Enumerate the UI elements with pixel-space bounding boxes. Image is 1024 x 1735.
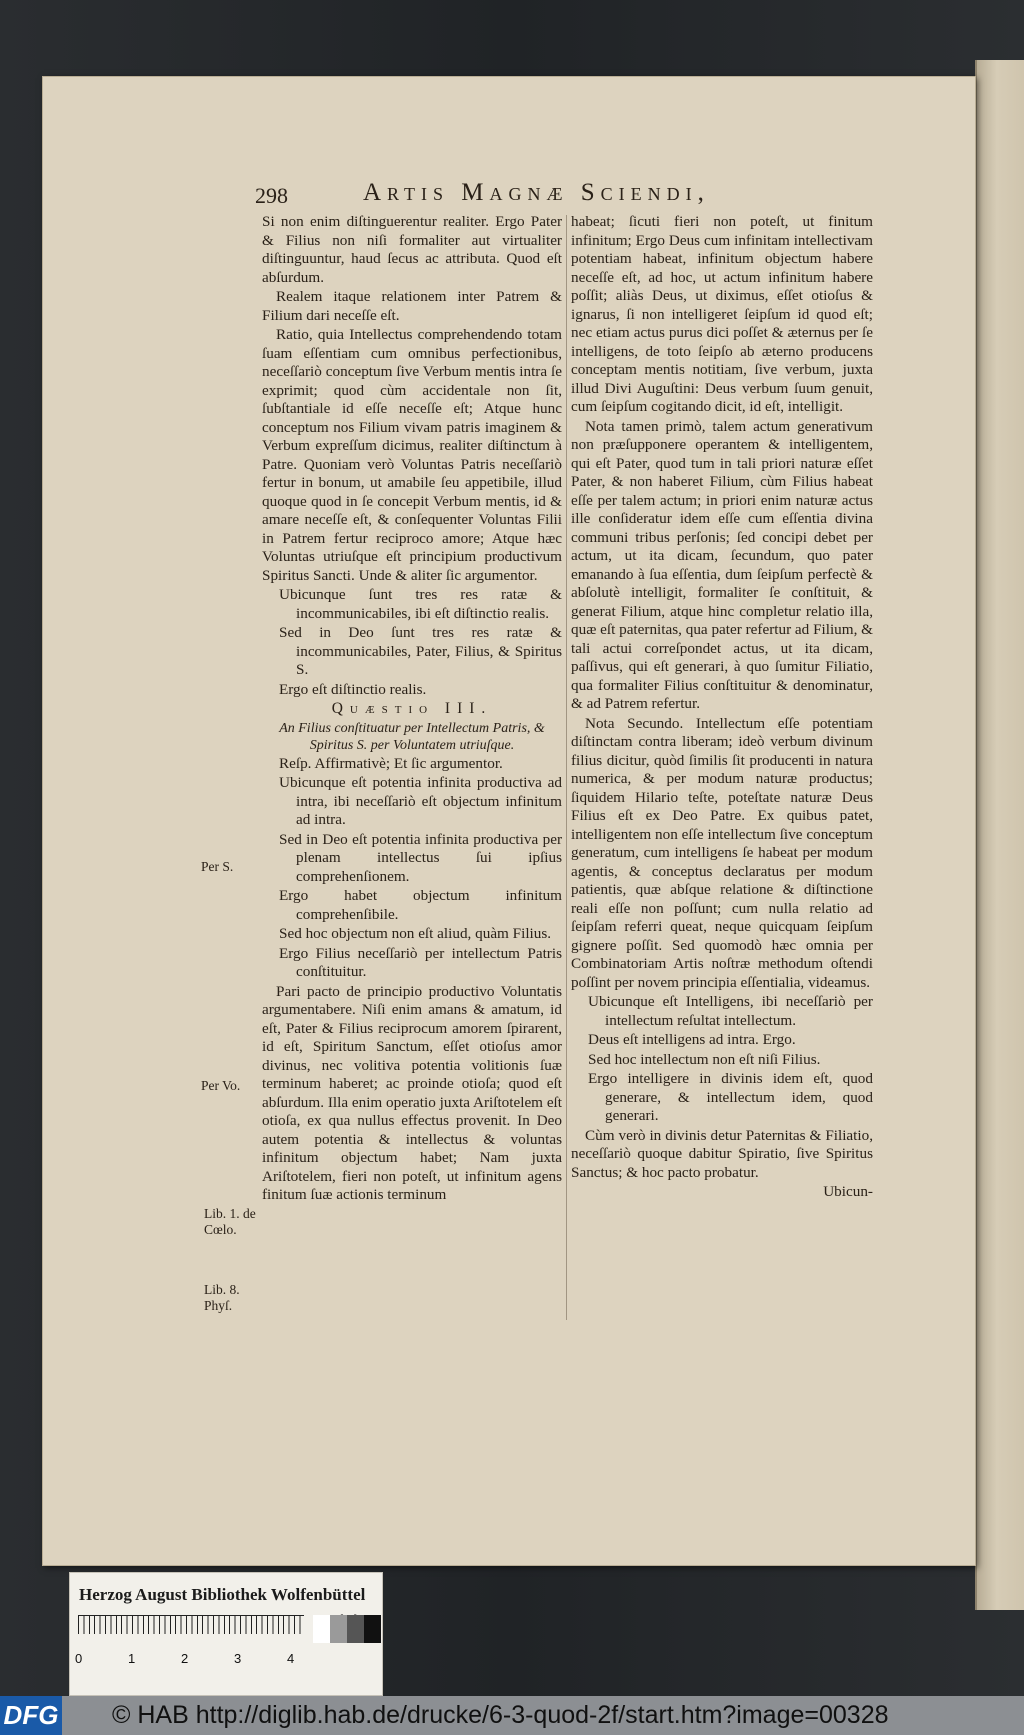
margin-note-lib8: Lib. 8. xyxy=(204,1282,240,1297)
right-column xyxy=(571,213,873,1203)
paragraph: Si non enim diſtinguerentur realiter. Ergo Pater & Filius non niſi formaliter aut virtualiter diſtinguuntur, haud ſecus ac attributa. Quod eſt abſurdum. xyxy=(262,213,562,286)
paragraph: Nota Secundo. Intellectum eſſe potentiam diſtinctam contra liberam; ideò verbum divinum filius dicitur, quòd ſimilis ſit producenti in natura numerica, & per modum naturæ productus; ſiquidem Hilario teſte, poteſtate naturæ Deus Filius eſt ex Deo Patre. Ex quibus patet, intelligentem non eſſe intellectum ſive conceptum generatum, cum intelligens ſe habeat per modum agentis, & conceptus declaratus per modum patientis, quæ abſque relatione & diſtinctione reali eſſe non poſſunt; cum nulla relatio ad ſeipſam referri queat, neque quicquam ſeipſum gignere poſſit. Sed quomodò hæc omnia per Combinatoriam Artis noſtræ methodum oſtendi poſſint per novem principia eſſentialia, videamus. xyxy=(571,714,873,991)
adjacent-page-edge xyxy=(975,60,1024,1610)
question-title: Quæstio III. xyxy=(331,700,493,717)
viewer-footer xyxy=(0,1696,1024,1735)
dfg-logo: DFG xyxy=(0,1696,62,1735)
page-number: 298 xyxy=(255,183,288,208)
response-line: Reſp. Affirmativè; Et ſic argumentor. xyxy=(279,754,503,772)
page-header xyxy=(255,179,875,215)
syllogism-line: Ergo Filius neceſſariò per intellectum Patris conſtituitur. xyxy=(279,944,562,980)
paragraph: Pari pacto de principio productivo Voluntatis argumentabere. Niſi enim amans & amatum, id eſt, Pater & Filius reciprocum amorem ſpirarent, id eſt, Spiritum Sanctum, eſſet otioſus amor divinus, nec volitiva potentia volitionis ſuæ terminum haberet; ac proinde otioſa; quod eſt abſurdum. Illa enim operatio juxta Ariſtotelem eſt otioſa, ex qua nullus effectus provenit. In Deo autem potentia & intellectus & voluntas infinitum objectum habet; Nam juxta Ariſtotelem, fieri non poteſt, ut infinitum agens finitum ſuæ actionis terminum xyxy=(262,982,562,1203)
paragraph: Nota tamen primò, talem actum generativum non præſupponere operantem & intelligentem, qui eſt Pater, quod tum in tali priori naturæ eſſet Pater, & non haberet Filium, cùm Filius habeat eſſe per talem actum; in priori enim naturæ actus ille conſideratur idem eſſe cum eſſentia divina communi tribus perſonis; ſed concipi debet per actum, ut ita dicam, ſecundum, quo pater emanando à ſua eſſentia, dum ſeipſum perfectè & abſolutè intelligit, formaliter ſe conſtituit, & generat Filium, atque hinc completur relatio illa, quæ eſt paternitas, qua pater refertur ad Filium, & tali actui correſpondet actus, ut ita dicam, paſſivus, qui eſt generari, à quo ſumitur Filiatio, qua formaliter Filius conſtituitur & denominatur, & ad Patrem refertur. xyxy=(571,417,873,712)
syllogism-line: Ergo eſt diſtinctio realis. xyxy=(279,680,427,698)
library-name: Herzog August Bibliothek Wolfenbüttel xyxy=(79,1585,366,1604)
syllogism-line: Sed in Deo eſt potentia infinita productiva per plenam intellectus ſui ipſius comprehenſionem. xyxy=(279,830,562,885)
gray-patch xyxy=(347,1615,364,1643)
color-scale-card xyxy=(69,1572,383,1696)
copyright-url[interactable]: © HAB http://diglib.hab.de/drucke/6-3-quod-2f/start.htm?image=00328 xyxy=(112,1701,889,1729)
margin-note-per-vo: Per Vo. xyxy=(201,1078,241,1093)
question-subtitle: An Filius conſtituatur per Intellectum Patris, & Spiritus S. per Voluntatem utriuſque. xyxy=(279,720,545,753)
paragraph: Realem itaque relationem inter Patrem & Filium dari neceſſe eſt. xyxy=(262,288,562,324)
syllogism-line: Ubicunque eſt Intelligens, ibi neceſſariò per intellectum reſultat intellectum. xyxy=(588,993,873,1029)
syllogism-line: Ubicunque eſt potentia infinita productiva ad intra, ibi neceſſariò eſt objectum infinitum ad intra. xyxy=(279,774,562,828)
paragraph: Ratio, quia Intellectus comprehendendo totam ſuam eſſentiam cum omnibus perfectionibus, neceſſariò conceptum ſive Verbum mentis intra ſe exprimit; quod cùm accidentale non ſit, ſubſtantiale id eſſe neceſſe eſt; Atque hunc conceptum nos Filium vivam patris imaginem & Verbum expreſſum dicimus, realiter diſtinctum à Patre. Quoniam verò Voluntas Patris neceſſariò fertur in bonum, ut amabile ſeu appetibile, illud quoque quod in ſe concepit Verbum mentis, id & amare neceſſe eſt, & conſequenter Voluntas Filii in Patrem fertur reciproco amore; Atque hæc Voluntas utriuſque eſt principium productivum Spiritus Sancti. Unde & aliter ſic argumentor. xyxy=(262,326,562,584)
margin-note-lib8-cont: Phyſ. xyxy=(204,1298,233,1313)
syllogism-line: Sed hoc objectum non eſt aliud, quàm Filius. xyxy=(279,925,552,942)
column-divider xyxy=(566,215,567,1320)
margin-note-lib1: Lib. 1. de xyxy=(204,1206,256,1221)
syllogism-line: Deus eſt intelligens ad intra. Ergo. xyxy=(588,1031,796,1048)
ruler-tick-label: 0 xyxy=(75,1651,83,1666)
gray-patch xyxy=(364,1615,381,1643)
syllogism-line: Sed in Deo ſunt tres res ratæ & incommunicabiles, Pater, Filius, & Spiritus S. xyxy=(279,624,562,678)
left-column xyxy=(262,213,562,1206)
syllogism-line: Ergo habet objectum infinitum comprehenſibile. xyxy=(279,887,562,923)
ruler-tick-label: 4 xyxy=(287,1651,295,1666)
syllogism-line: Sed hoc intellectum non eſt niſi Filius. xyxy=(588,1050,821,1068)
ruler xyxy=(78,1615,304,1646)
ruler-tick-label: 2 xyxy=(181,1651,189,1666)
paragraph: Cùm verò in divinis detur Paternitas & Filiatio, neceſſariò quoque dabitur Spiratio, ſive Spiritus Sanctus; & hoc pacto probatur. xyxy=(571,1126,873,1181)
margin-note-lib1-cont: Cœlo. xyxy=(204,1222,237,1237)
gray-patch xyxy=(313,1615,330,1643)
paragraph: habeat; ſicuti fieri non poteſt, ut finitum infinitum; Ergo Deus cum infinitam intellectivam potentiam habeat, infinitum objectum habere neceſſe eſt, ad hoc, ut actum infinitum habere poſſit; aliàs Deus, ut diximus, eſſet otioſus & ignarus, ſi non intelligeret ſeipſum id quod eſt; nec etiam actus purus dici poſſet & æternus per ſe intelligens, de toto ſeipſo ab æterno producens conceptam mentis notitiam, ſive verbum, juxta illud Divi Auguſtini: Deus verbum ſuum genuit, cum ſeipſum cogitando dicit, id eſt, intelligit. xyxy=(571,213,873,415)
syllogism-line: Ubicunque ſunt tres res ratæ & incommunicabiles, ibi eſt diſtinctio realis. xyxy=(279,586,562,622)
ruler-tick-label: 3 xyxy=(234,1651,242,1666)
ruler-tick-label: 1 xyxy=(128,1651,136,1666)
margin-note-per-s: Per S. xyxy=(201,859,234,874)
gray-patch xyxy=(330,1615,347,1643)
running-title: Artis Magnæ Sciendi, xyxy=(363,179,710,206)
syllogism-line: Ergo intelligere in divinis idem eſt, quod generare, & intellectum idem, quod generari. xyxy=(588,1070,873,1124)
catchword: Ubicun- xyxy=(823,1183,873,1200)
